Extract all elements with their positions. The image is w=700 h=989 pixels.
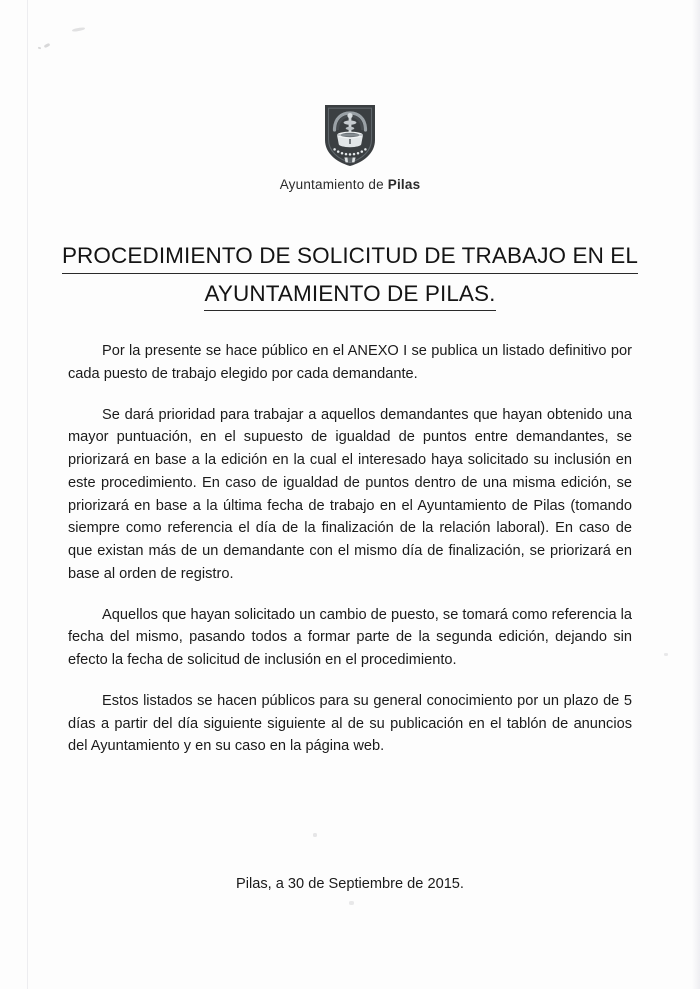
letterhead-caption-municipality: Pilas — [387, 177, 421, 192]
page-title-line-2: AYUNTAMIENTO DE PILAS. — [204, 279, 495, 312]
document-body — [68, 340, 632, 758]
letterhead-caption-prefix: Ayuntamiento de — [279, 177, 388, 192]
body-paragraph: Aquellos que hayan solicitado un cambio de puesto, se tomará como referencia la fecha del mismo, pasando todos a formar parte de la segunda edición, dejando sin efecto la fecha de solicitud de inclusión en el procedimiento. — [68, 606, 632, 669]
body-paragraph: Estos listados se hacen públicos para su general conocimiento por un plazo de 5 días a partir del día siguiente siguiente al de su publicación en el tablón de anuncios del Ayuntamiento y en su caso en la página web. — [68, 692, 632, 755]
scan-artifact-speck — [313, 833, 317, 837]
scan-artifact-speck — [664, 653, 668, 656]
page-title-line-1: PROCEDIMIENTO DE SOLICITUD DE TRABAJO EN EL — [62, 241, 638, 274]
scan-artifact-speck — [44, 43, 51, 48]
closing-place-and-date: Pilas, a 30 de Septiembre de 2015. — [236, 876, 464, 892]
shield-crest-fountain-icon — [321, 102, 379, 168]
page-title — [50, 241, 650, 311]
letterhead-caption — [0, 177, 700, 192]
scan-artifact-speck — [38, 47, 41, 50]
scan-artifact-speck — [72, 27, 85, 32]
letterhead — [0, 102, 700, 192]
body-paragraph: Por la presente se hace público en el ANEXO I se publica un listado definitivo por cada puesto de trabajo elegido por cada demandante. — [68, 343, 632, 382]
body-paragraph: Se dará prioridad para trabajar a aquellos demandantes que hayan obtenido una mayor puntuación, en el supuesto de igualdad de puntos entre demandantes, se priorizará en base a la edición en la cual el interesado haya solicitado su inclusión en este procedimiento. En caso de igualdad de puntos dentro de una misma edición, se priorizará en base a la última fecha de trabajo en el Ayuntamiento de Pilas (tomando siempre como referencia el día de la finalización de la relación laboral). En caso de que existan más de un demandante con el mismo día de finalización, se priorizará en base al orden de registro. — [68, 406, 632, 582]
scan-artifact-speck — [349, 901, 354, 905]
